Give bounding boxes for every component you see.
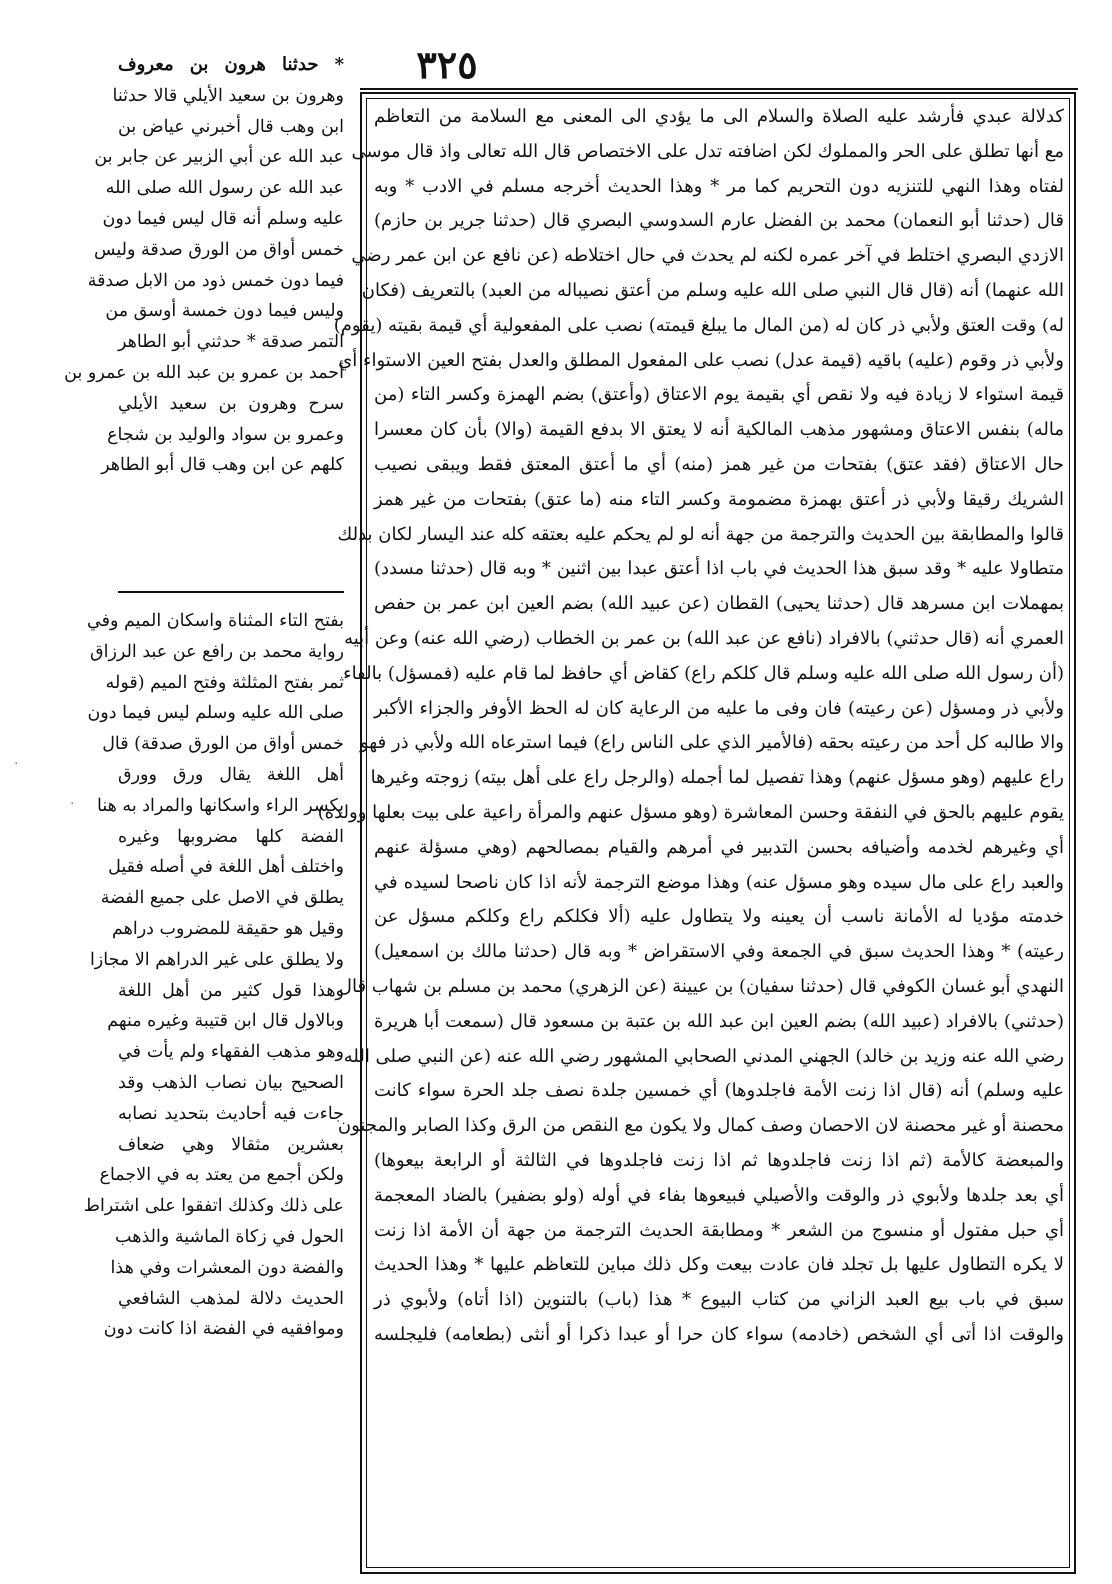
side-commentary-line: يطلق في الاصل على جميع الفضة bbox=[100, 888, 344, 909]
side-text-line: خمس أواق من الورق صدقة وليس bbox=[94, 239, 344, 260]
main-text-line: الشريك رقيقا ولأبي ذر أعتق بهمزة مضمومة وكسر التاء منه (ما عتق) بفتحات من غير همز bbox=[374, 488, 1064, 510]
side-text-line: ابن وهب قال أخبرني عياض بن bbox=[118, 116, 344, 137]
main-text-line: الازدي البصري اختلط في آخر عمره لكنه لم يحدث في حال اختلاطه (عن نافع عن ابن عمر رضي bbox=[351, 245, 1064, 267]
side-commentary-line: صلى الله عليه وسلم ليس فيما دون bbox=[87, 703, 344, 724]
side-text-line: وعمرو بن سواد والوليد بن شجاع bbox=[107, 424, 344, 445]
side-text-line: وليس فيما دون خمسة أوسق من bbox=[105, 301, 344, 322]
side-commentary-line: الصحيح بيان نصاب الذهب وقد bbox=[118, 1072, 344, 1093]
main-text-line: ولأبي ذر وقوم (عليه) باقيه (قيمة عدل) نصب على المفعول المطلق والعدل بفتح العين الاستواء أي bbox=[338, 349, 1064, 371]
side-commentary-line: بعشرين مثقالا وهي ضعاف bbox=[118, 1134, 344, 1155]
main-commentary bbox=[317, 100, 1064, 1570]
main-text-line: (أن رسول الله صلى الله عليه وسلم قال كلكم راع) كقاض أي حافظ لما قام عليه (فمسؤل) بالفاء bbox=[343, 662, 1064, 684]
main-text-line: سبق في باب بيع العبد الزاني من كتاب البيوع * هذا (باب) بالتنوين (اذا أتاه) ولأبوي ذر bbox=[374, 1289, 1064, 1311]
main-text-line: (حدثني) بالافراد (عبيد الله) بضم العين ابن عبد الله بن عتبة بن مسعود قال (سمعت أبا هريرة bbox=[374, 1010, 1064, 1032]
side-commentary-line: وهذا قول كثير من أهل اللغة bbox=[118, 980, 344, 1001]
main-text-line: رعيته) * وهذا الحديث سبق في الجمعة وفي الاستقراض * وبه قال (حدثنا مالك بن اسمعيل) bbox=[374, 941, 1064, 963]
margin-dots: · bbox=[14, 756, 19, 772]
side-commentary-line: جاءت فيه أحاديث بتحديد نصابه bbox=[118, 1103, 344, 1124]
side-text-line: كلهم عن ابن وهب قال أبو الطاهر bbox=[101, 455, 344, 476]
side-divider bbox=[118, 591, 344, 593]
main-text-line: النهدي أبو غسان الكوفي قال (حدثنا سفيان) بن عيينة (عن الزهري) محمد بن مسلم بن شهاب قال bbox=[338, 975, 1064, 997]
main-text-line: له) وقت العتق ولأبي ذر كان له (من المال ما يبلغ قيمته) نصب على المفعولية أي قيمة بقيته (يقوم) bbox=[333, 314, 1064, 336]
side-commentary-line: ثمر بفتح المثلثة وفتح الميم (قوله bbox=[105, 672, 344, 693]
main-text-line: الله عنهما) أنه (قال قال النبي صلى الله عليه وسلم من أعتق نصيباله من العبد) بالتعريف (فكان bbox=[361, 279, 1064, 301]
header-rule bbox=[360, 88, 1078, 90]
main-text-line: أي بعد جلدها ولأبوي ذر والوقت والأصيلي فبيعوها بفاء في أوله (ولو بضفير) بالضاد المعجمة bbox=[374, 1184, 1064, 1206]
main-text-line: والوقت اذا أتى أي الشخص (خادمه) سواء كان حرا أو عبدا ذكرا أو أنثى (بطعامه) فليجلسه bbox=[374, 1323, 1064, 1345]
side-text-line: عبد الله عن أبي الزبير عن جابر بن bbox=[94, 147, 344, 168]
main-text-line: خدمته مؤديا له الأمانة ناسب أن يعينه ولا يتطاول عليه (ألا فكلكم راع وكلكم مسؤل عن bbox=[374, 906, 1064, 928]
main-text-line: بمهملات ابن مسرهد قال (حدثنا يحيى) القطان (عن عبيد الله) بضم العين ابن عمر بن حفص bbox=[374, 593, 1064, 615]
main-text-line: والا طالبه كل أحد من رعيته بحقه (فالأمير الذي على الناس راع) فيما استرعاه الله ولأبي ذر فهو bbox=[360, 732, 1064, 754]
side-commentary-line: بفتح التاء المثناة واسكان الميم وفي bbox=[87, 611, 344, 631]
main-text-line: راع عليهم (وهو مسؤل عنهم) وهذا تفصيل لما أجمله (والرجل راع على أهل بيته) زوجته وغيرها bbox=[370, 767, 1064, 789]
side-commentary-line: على ذلك وكذلك اتفقوا على اشتراط bbox=[83, 1196, 344, 1217]
main-text-line: ولأبي ذر ومسؤل (عن رعيته) فان وفى ما عليه من الرعاية كان له الحظ الأوفر والجزاء الأكبر bbox=[374, 697, 1064, 719]
main-text-line: يقوم عليهم بالحق في النفقة وحسن المعاشرة (وهو مسؤل عنهم والمرأة راعية على بيت بعلها وولده) bbox=[317, 801, 1064, 823]
side-text-line: وهرون بن سعيد الأيلي قالا حدثنا bbox=[112, 85, 344, 106]
side-commentary-line: رواية محمد بن رافع عن عبد الرزاق bbox=[90, 641, 344, 662]
side-commentary-line: وقيل هو حقيقة للمضروب دراهم bbox=[111, 918, 344, 939]
margin-dots-2: · bbox=[70, 796, 75, 812]
main-text-line: كدلالة عبدي فأرشد عليه الصلاة والسلام الى ما يؤدي الى المعنى مع السلامة من التعاظم bbox=[374, 106, 1064, 127]
main-text-line: قيمة استواء لا زيادة فيه ولا نقص أي بقيمة يوم الاعتاق (وأعتق) بضم الهمزة وكسر التاء (من bbox=[374, 384, 1064, 406]
side-commentary bbox=[83, 606, 344, 1574]
main-text-line: ماله) بنفس الاعتاق ومشهور مذهب المالكية أنه لا يعتق الا بدفع القيمة (والا) بأن كان معسرا bbox=[374, 419, 1064, 441]
side-text-line: فيما دون خمس ذود من الابل صدقة bbox=[87, 270, 344, 291]
side-commentary-line: ولا يطلق على غير الدراهم الا مجازا bbox=[89, 949, 344, 970]
side-text-line: * حدثنا هرون بن معروف bbox=[118, 54, 344, 75]
main-text-line: العمري أنه (قال حدثني) بالافراد (نافع عن عبد الله) بن عمر بن الخطاب (رضي الله عنه) وعن أبيه bbox=[344, 627, 1064, 649]
side-commentary-line: واختلف أهل اللغة في أصله فقيل bbox=[108, 857, 344, 878]
main-text-line: لا يكره التطاول عليها بل تجلد فان عادت بيعت وكل ذلك مباين للتعاظم عليها * وهذا الحديث bbox=[374, 1254, 1064, 1276]
main-text-line: والعبد راع على مال سيده وهو مسؤل عنه) وهذا موضع الترجمة لأنه اذا كان ناصحا لسيده في bbox=[374, 871, 1064, 893]
side-commentary-line: الفضة كلها مضروبها وغيره bbox=[118, 826, 344, 847]
side-text-line: التمر صدقة * حدثني أبو الطاهر bbox=[118, 332, 344, 353]
main-text-line: رضي الله عنه وزيد بن خالد) الجهني المدني الصحابي المشهور رضي الله عنه (عن النبي صلى الله bbox=[343, 1045, 1064, 1067]
side-commentary-line: الحديث دلالة لمذهب الشافعي bbox=[118, 1288, 344, 1309]
side-text-line: عليه وسلم أنه قال ليس فيما دون bbox=[102, 208, 344, 229]
side-hadith-text bbox=[64, 50, 344, 590]
side-commentary-line: والفضة دون المعشرات وفي هذا bbox=[110, 1257, 344, 1278]
side-commentary-line: ولكن أجمع من يعتد به في الاجماع bbox=[99, 1165, 344, 1186]
main-text-line: لفتاه وهذا النهي للتنزيه دون التحريم كما مر * وهذا الحديث أخرجه مسلم في الادب * وبه bbox=[374, 175, 1064, 197]
main-text-line: محصنة أو غير محصنة لان الاحصان وصف كمال ولا يكون مع النقص من الرق وكذا الصابر والمجنون bbox=[337, 1115, 1064, 1137]
side-commentary-line: وهو مذهب الفقهاء ولم يأت في bbox=[118, 1042, 344, 1063]
main-text-line: مع أنها تطلق على الحر والمملوك لكن اضافته تدل على الاختصاص قال الله تعالى واذ قال موسى bbox=[351, 140, 1064, 162]
side-commentary-line: الحول في زكاة الماشية والذهب bbox=[115, 1226, 344, 1247]
main-text-line: متطاولا عليه * وقد سبق هذا الحديث في باب اذا أعتق عبدا بين اثنين * وبه قال (حدثنا مسدد) bbox=[374, 558, 1064, 580]
side-commentary-line: خمس أواق من الورق صدقة) قال bbox=[102, 734, 344, 755]
main-text-line: أي وغيرهم لخدمه وأضيافه بحسن التدبير في أمرهم والقيام بمصالحهم (وهي مسؤلة عنهم bbox=[374, 836, 1064, 858]
side-commentary-line: وبالاول قال ابن قتيبة وغيره منهم bbox=[107, 1011, 344, 1032]
main-text-line: قال (حدثنا أبو النعمان) محمد بن الفضل عارم السدوسي البصري قال (حدثنا جرير بن حازم) bbox=[374, 210, 1064, 232]
main-text-line: حال الاعتاق (فقد عتق) بفتحات من غير همز (منه) أي ما أعتق المعتق فقط ويبقى نصيب bbox=[374, 453, 1064, 475]
side-commentary-line: بكسر الراء واسكانها والمراد به هنا bbox=[97, 795, 344, 816]
side-text-line: سرح وهرون بن سعيد الأيلي bbox=[118, 393, 344, 414]
side-commentary-line: وموافقيه في الفضة اذا كانت دون bbox=[103, 1319, 344, 1340]
main-text-line: أي حبل مفتول أو منسوج من الشعر * ومطابقة الحديث الترجمة من جهة أن الأمة اذا زنت bbox=[374, 1219, 1064, 1241]
side-text-line: أحمد بن عمرو بن عبد الله بن عمرو بن bbox=[64, 362, 344, 383]
main-text-line: عليه وسلم) أنه (قال اذا زنت الأمة فاجلدوها) أي خمسين جلدة نصف جلد الحرة سواء كانت bbox=[374, 1080, 1064, 1102]
page-number: ٣٢٥ bbox=[416, 42, 478, 87]
side-text-line: عبد الله عن رسول الله صلى الله bbox=[105, 178, 344, 199]
side-commentary-line: أهل اللغة يقال ورق وورق bbox=[118, 764, 344, 785]
main-text-line: والمبعضة كالأمة (ثم اذا زنت فاجلدوها ثم اذا زنت فاجلدوها في الثالثة أو الرابعة بيعوها) bbox=[374, 1149, 1064, 1171]
main-text-line: قالوا والمطابقة بين الحديث والترجمة من جهة أنه لو لم يحكم عليه بعتقه كله عند اليسار لكان بذلك bbox=[337, 523, 1064, 545]
